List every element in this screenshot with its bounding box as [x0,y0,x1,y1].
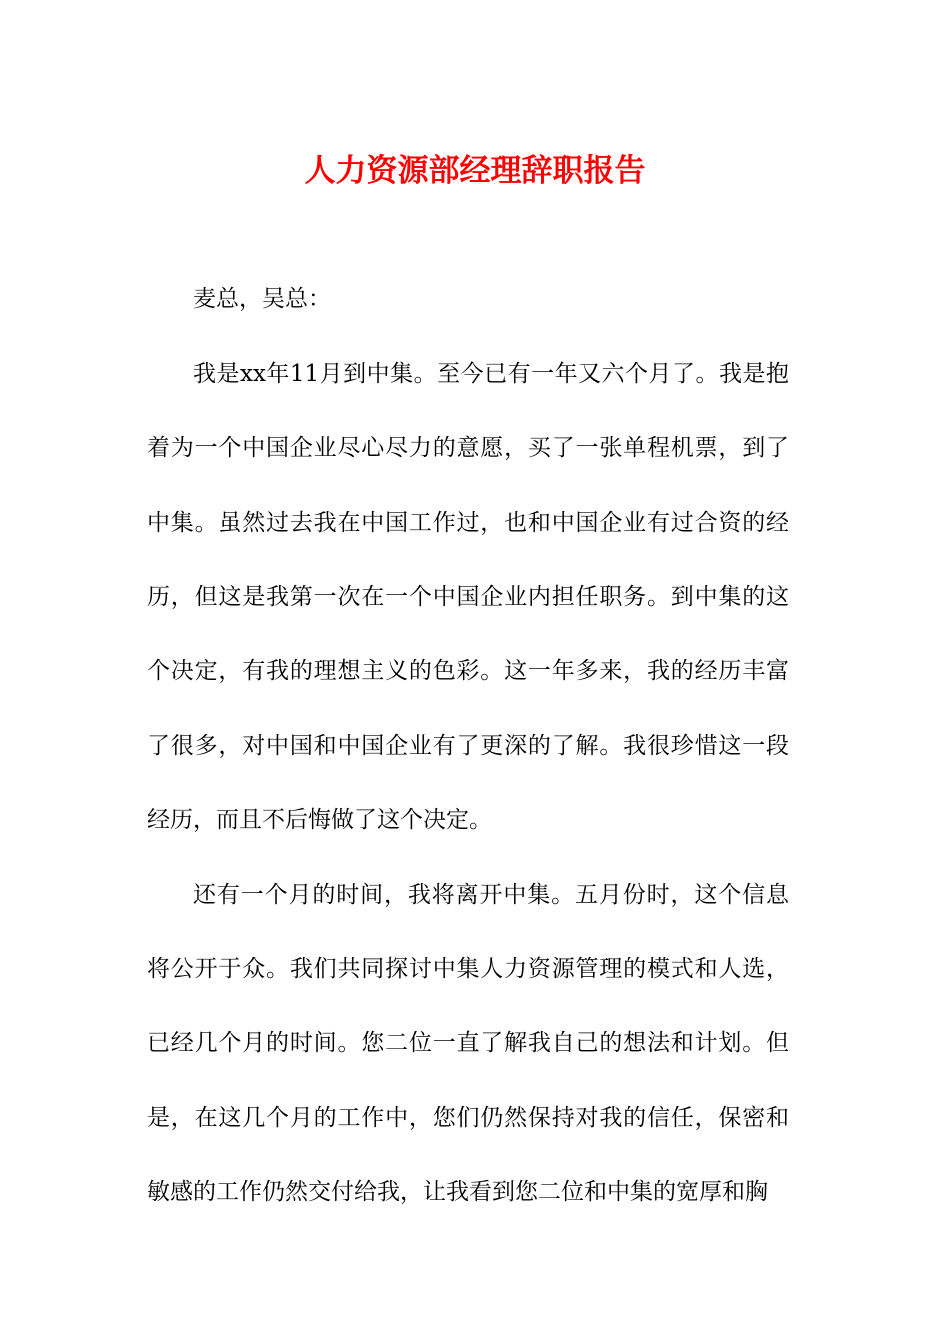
paragraph-2: 还有一个月的时间，我将离开中集。五月份时，这个信息将公开于众。我们共同探讨中集人力资源管理的模式和人选，已经几个月的时间。您二位一直了解我自己的想法和计划。但是，在这几个月的工作中，您们仍然保持对我的信任，保密和敏感的工作仍然交付给我，让我看到您二位和中集的宽厚和胸 [147,881,789,1206]
paragraph-1: 我是xx年11月到中集。至今已有一年又六个月了。我是抱着为一个中国企业尽心尽力的意愿，买了一张单程机票，到了中集。虽然过去我在中国工作过，也和中国企业有过合资的经历，但这是我第一次在一个中国企业内担任职务。到中集的这个决定，有我的理想主义的色彩。这一年多来，我的经历丰富了很多，对中国和中国企业有了更深的了解。我很珍惜这一段经历，而且不后悔做了这个决定。 [147,360,789,834]
document-body [147,281,789,1248]
document-title: 人力资源部经理辞职报告 [304,153,646,189]
salutation: 麦总，吴总： [193,286,331,312]
